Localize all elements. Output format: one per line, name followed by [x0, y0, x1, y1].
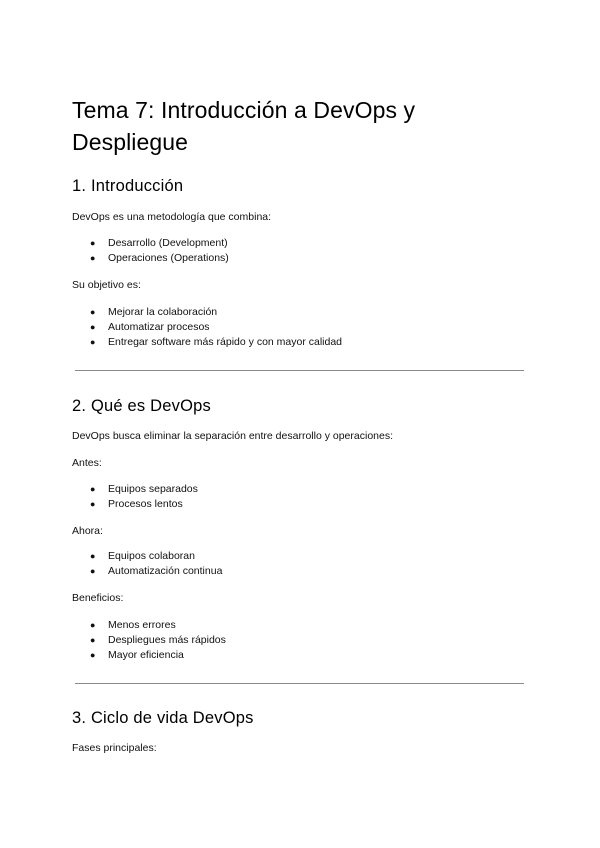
bullet-icon: ● — [90, 253, 96, 263]
section-divider — [75, 370, 524, 371]
list-item-text: Mejorar la colaboración — [108, 306, 218, 318]
section-2-list-benefits — [72, 618, 226, 663]
section-1-objective-label: Su objetivo es: — [72, 279, 141, 291]
bullet-icon: ● — [90, 566, 96, 576]
bullet-icon: ● — [90, 307, 96, 317]
bullet-icon: ● — [90, 551, 96, 561]
list-item-text: Equipos colaboran — [108, 550, 195, 562]
list-item-text: Entregar software más rápido y con mayor calidad — [108, 336, 343, 348]
section-3-heading: 3. Ciclo de vida DevOps — [72, 709, 254, 727]
list-item — [72, 251, 229, 266]
list-item-text: Desarrollo (Development) — [108, 237, 228, 249]
list-item — [72, 564, 222, 579]
section-1-heading: 1. Introducción — [72, 177, 184, 195]
bullet-icon: ● — [90, 322, 96, 332]
list-item-text: Operaciones (Operations) — [108, 252, 229, 264]
bullet-icon: ● — [90, 635, 96, 645]
bullet-icon: ● — [90, 337, 96, 347]
section-2-now-label: Ahora: — [72, 525, 103, 537]
list-item — [72, 648, 226, 663]
list-item-text: Despliegues más rápidos — [108, 634, 226, 646]
bullet-icon: ● — [90, 650, 96, 660]
bullet-icon: ● — [90, 238, 96, 248]
list-item — [72, 236, 229, 251]
list-item-text: Menos errores — [108, 619, 176, 631]
list-item — [72, 618, 226, 633]
bullet-icon: ● — [90, 620, 96, 630]
list-item — [72, 320, 342, 335]
list-item — [72, 305, 342, 320]
list-item — [72, 335, 342, 350]
list-item-text: Mayor eficiencia — [108, 649, 184, 661]
section-2-intro: DevOps busca eliminar la separación entre desarrollo y operaciones: — [72, 430, 393, 442]
list-item-text: Automatizar procesos — [108, 321, 210, 333]
list-item-text: Procesos lentos — [108, 498, 183, 510]
section-1-list-combina — [72, 236, 229, 266]
list-item — [72, 549, 222, 564]
section-3-intro: Fases principales: — [72, 742, 157, 754]
section-2-benefits-label: Beneficios: — [72, 592, 124, 604]
section-2-before-label: Antes: — [72, 457, 102, 469]
section-divider — [75, 683, 524, 684]
section-1-list-objective — [72, 305, 342, 350]
section-1-intro: DevOps es una metodología que combina: — [72, 211, 272, 223]
document-title: Tema 7: Introducción a DevOps y Despliegue — [72, 97, 416, 155]
bullet-icon: ● — [90, 499, 96, 509]
bullet-icon: ● — [90, 484, 96, 494]
list-item-text: Automatización continua — [108, 565, 223, 577]
list-item — [72, 633, 226, 648]
list-item-text: Equipos separados — [108, 483, 198, 495]
section-2-heading: 2. Qué es DevOps — [72, 397, 211, 415]
list-item — [72, 482, 198, 497]
section-2-list-before — [72, 482, 198, 512]
section-2-list-now — [72, 549, 222, 579]
list-item — [72, 497, 198, 512]
